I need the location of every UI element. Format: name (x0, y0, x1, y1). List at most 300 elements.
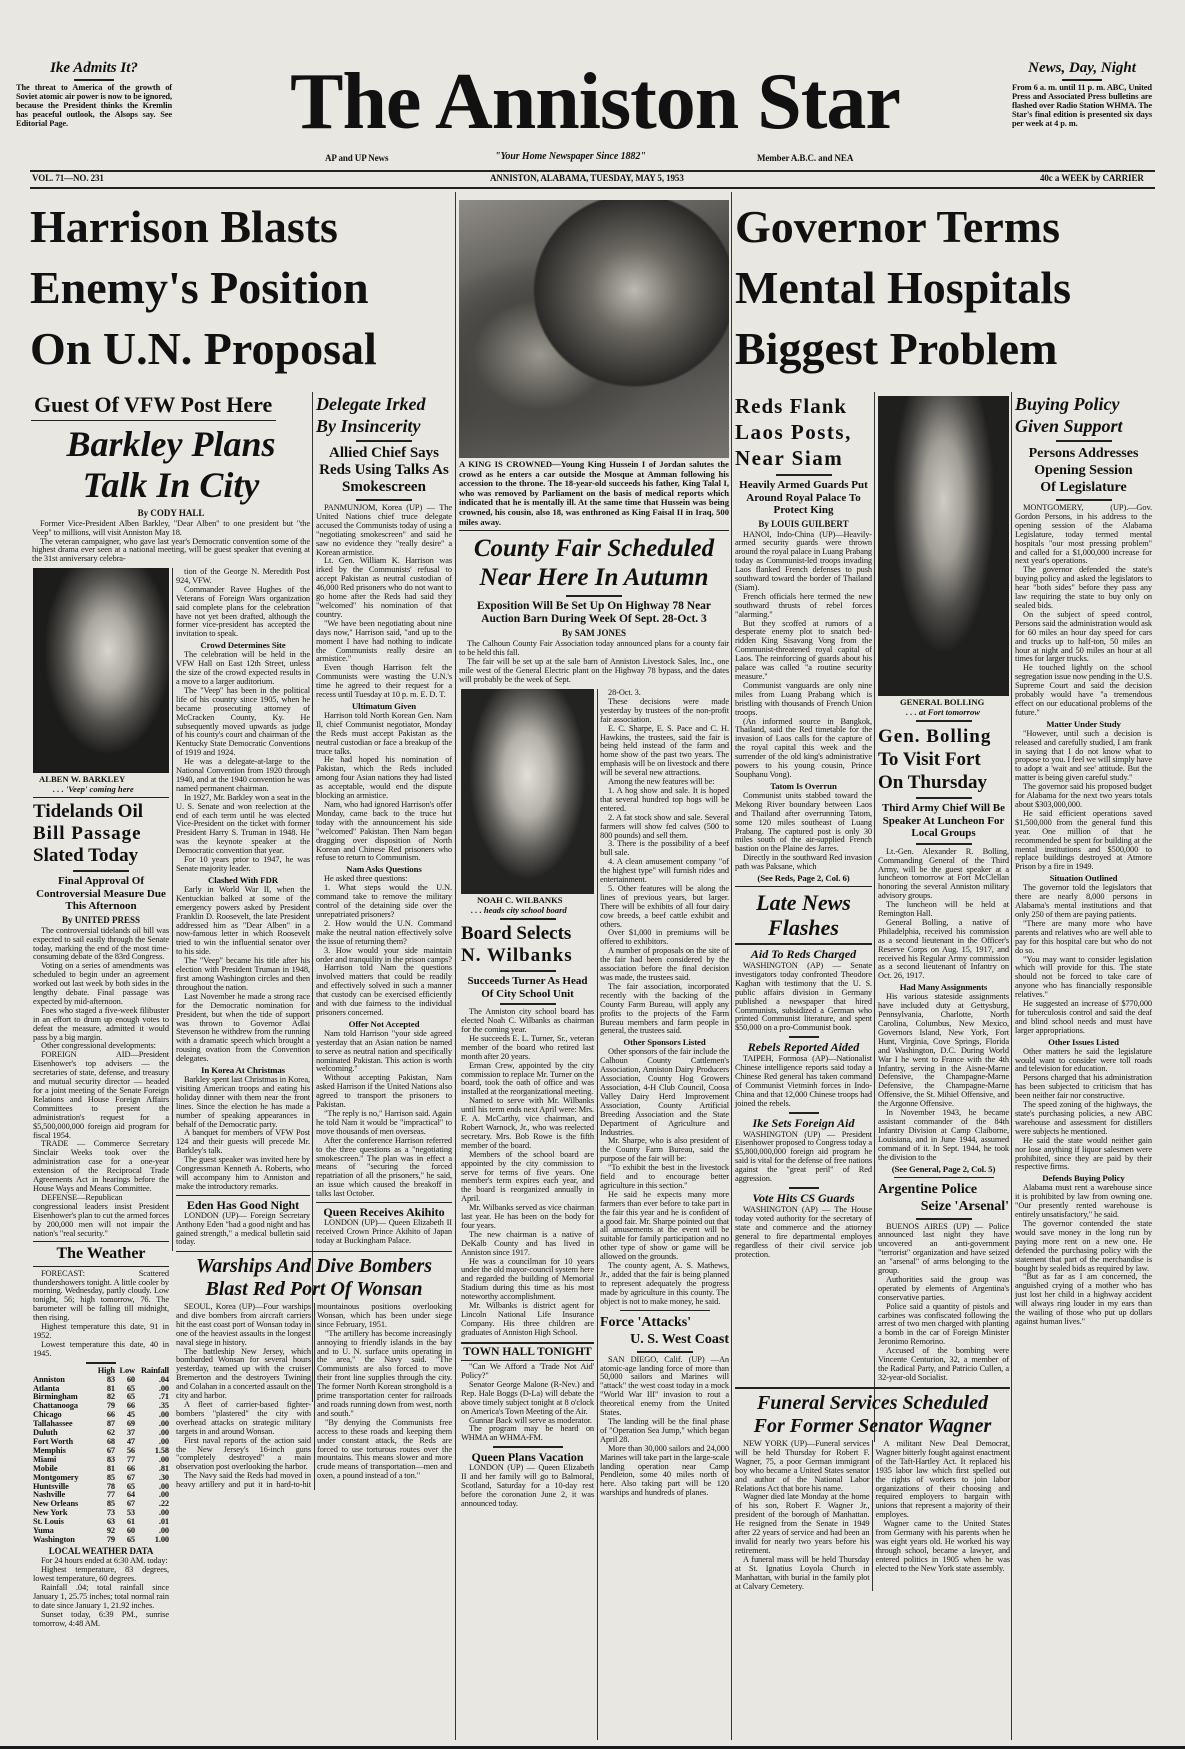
weather-table (33, 1367, 169, 1545)
low: 65 (126, 1383, 135, 1393)
paragraph: After the conference Harrison referred to the three questions as a "negotiating smokescreen." The plan was in effect a means of "securing the forced repatriation of all the prisoners," he said, an issue which caused the breakoff in talks last October. (316, 1135, 452, 1199)
paragraph: He was a councilman for 10 years under the old mayor-council system here and regarded the building of Memorial Stadium during this time as his most noteworthy accomplishment. (461, 1256, 594, 1302)
town-hall-body (461, 1363, 594, 1443)
caption-name: NOAH C. WILBANKS (477, 895, 563, 905)
buying-policy-body (1015, 504, 1152, 1327)
paragraph: For 10 years prior to 1947, he was Senate majority leader. (176, 855, 310, 873)
high: 83 (106, 1454, 115, 1464)
paragraph: 1. What steps would the U.N. command take to remove the military control of the detaining side over the unrepatriated prisoners? (316, 883, 452, 919)
rainfall: .00 (158, 1436, 169, 1446)
force-attacks-body (600, 1356, 729, 1499)
paragraph: Mr. Wilbanks is district agent for Lincoln National Life Insurance Company. His three children are graduates of Anniston High School. (461, 1301, 594, 1337)
paragraph: The celebration will be held in the VFW Hall on East 12th Street, unless the size of the crowd expected results in a move to a larger auditorium. (176, 650, 310, 686)
paragraph: Accused of the bombing were Vincente Centurion, 32, a member of the Radical Party, and Patricio Cullen, a 32-year-old Socialist. (878, 1346, 1009, 1382)
high: 68 (106, 1436, 115, 1446)
kicker-buying-policy (1015, 393, 1152, 437)
paragraph: WASHINGTON (AP) — Senate investigators today confronted Theodore Kaghan with testimony that the U. S. public affairs division in Germany published a newspaper that hired Communists, subsidized a German who printed Communist literature, and spent $50,000 on a pro-Communist book. (735, 960, 872, 1033)
byline-county-fair: By SAM JONES (561, 628, 626, 639)
local-weather-data (33, 1557, 169, 1628)
paragraph: E. C. Sharpe, E. S. Pace and C. H. Hawkins, the trustees, said the fair is being held instead of the farm and home show of the past two years. The emphasis will be on livestock and there will be several new attractions. (600, 723, 729, 778)
headline-line: Barkley Plans (66, 423, 276, 464)
paragraph: The Navy said the Reds had moved in heavy artillery and put it in hard-to-hit mountainous positions overlooking Wonsan, which has been under siege since February, 1951. (176, 1302, 452, 1490)
paragraph: Members of the school board are appointed by the city commission to serve for terms of five years. One member's term expires each year, and the board is reorganized annually in April. (461, 1149, 594, 1204)
right-ear-title: News, Day, Night (1028, 60, 1136, 76)
right-ear (1012, 60, 1152, 129)
county-fair-body (600, 689, 729, 1307)
low: 64 (126, 1490, 135, 1500)
paragraph: A militant New Deal Democrat, Wagner bitterly fought against enactment of the Taft-Hartley Act. It replaced his 1935 labor law which first spelled out the rights of workers to join labor organizations of their choosing and required employers to bargain with unions that represent a majority of their employes. (875, 1439, 1010, 1520)
paragraph: The veteran campaigner, who gave last year's Democratic convention some of the highest drama ever seen at a national meeting, will be guest speaker that evening at the 31st anniversary celebra- (32, 536, 310, 564)
rainfall: .22 (158, 1499, 169, 1509)
high: 87 (106, 1419, 115, 1429)
paragraph: French officials here termed the new southward thrusts of rebel forces "alarming." (735, 591, 872, 619)
late-news-headline: Rebels Reported Aided (747, 1040, 860, 1055)
kicker-delegate (316, 393, 452, 437)
paragraph: Harrison told North Korean Gen. Nam Il, chief Communist negotiator, Monday the Reds must accept Pakistan as the neutral custodian or face a breakup of the truce talks. (316, 710, 452, 756)
headline-force-attacks (600, 1314, 729, 1348)
paragraph: "However, until such a decision is released and carefully studied, I am frank in saying that I do not know what to propose to you. I feel we will simply have to adopt a 'wait and see' attitude. But the matter is being given careful study." (1015, 728, 1152, 783)
low: 61 (126, 1517, 135, 1527)
subhead: In Korea At Christmas (201, 1065, 285, 1076)
headline-queen-vacation: Queen Plans Vacation (471, 1450, 584, 1465)
headline-queen-receives: Queen Receives Akihito (323, 1205, 445, 1220)
left-ear (16, 60, 172, 129)
county-fair-lead (459, 640, 729, 685)
warships-body (176, 1303, 452, 1490)
subhead: Defends Buying Policy (1042, 1173, 1125, 1184)
late-news-item (735, 1187, 872, 1259)
subhead: Had Many Assignments (899, 982, 988, 993)
left-ear-text: The threat to America of the growth of Soviet atomic air power is now to be ignored, because the President thinks the Kremlin has peaceful outlook, the Alsops say. See Editorial Page. (16, 83, 172, 128)
paragraph: Alabama must rent a warehouse since it is prohibited by law from owning one. "Our presently rented warehouse is entirely unsatisfactory," he said. (1015, 1183, 1152, 1220)
headline-line: U. S. West Coast (630, 1331, 729, 1347)
high: 82 (106, 1392, 115, 1402)
paragraph: Early in World War II, when the Kentuckian balked at some of the emergency powers asked by President Franklin D. Roosevelt, the late President addressed him as "Dear Alben" in a now-famous letter in which Roosevelt tried to win the influential senator over to his side. (176, 884, 310, 957)
rainfall: .30 (158, 1472, 169, 1482)
right-ear-text: From 6 a. m. until 11 p. m. ABC, United Press and Associated Press bulletins are flashed over Radio Station WHMA. The Star's final edition is presented six days per week at 4 p. m. (1012, 83, 1152, 128)
headline-bolling (878, 725, 1009, 794)
paragraph: FOREIGN AID—President Eisenhower's top advisers — the secretaries of state, defense, and treasury and mutual security director — headed for a joint meeting of the Senate Foreign Relations and House Foreign Affairs Committees to present the administration's request for a $5,500,000,000 foreign aid program for fiscal 1954. (33, 1050, 169, 1140)
eden-body (176, 1212, 310, 1248)
paragraph: He suggested an increase of $770,000 for tuberculosis control and said the deaf and blind school needs and must have larger appropriations. (1015, 999, 1152, 1035)
headline-line: Biggest Problem (735, 323, 1058, 374)
rainfall: .00 (158, 1454, 169, 1464)
paragraph: He touched lightly on the school segregation issue now pending in the U.S. Supreme Court and said the decision probably would have "a tremendous effect on our educational problems of the future." (1015, 663, 1152, 717)
paragraph: "By denying the Communists free access to these roads and keeping them under constant attack, the Reds are forced to use torturous routes over the mountains. This means slower and more crude means of transportation—men and oxen, a pound instead of a ton." (317, 1417, 452, 1481)
subhead: Tatom Is Overrun (770, 780, 837, 791)
late-news-headline: Aid To Reds Charged (750, 947, 857, 962)
headline-line: Board Selects (461, 923, 572, 945)
rainfall: .35 (158, 1401, 169, 1411)
late-news-item (735, 1112, 872, 1184)
paragraph: WASHINGTON (AP) — The House today voted authority for the secretary of state and commerce and the attorney general to fire departmental employes regardless of their civil service job protection. (735, 1204, 872, 1259)
rainfall: .81 (158, 1463, 169, 1473)
paragraph: "We have been negotiating about nine days now," Harrison said, "and up to the moment I have had nothing to indicate the Communists really desire an armistice." (316, 618, 452, 664)
late-news-body (735, 1206, 872, 1259)
paragraph: Voting on a series of amendments was scheduled to begin under an agreement worked out last week by both sides in the lengthy debate. Final passage was expected by mid-afternoon. (33, 961, 169, 1006)
city: St. Louis (33, 1517, 64, 1527)
photo-general-bolling (878, 396, 1009, 696)
volume-number: VOL. 71—NO. 231 (32, 173, 104, 183)
paragraph: NEW YORK (UP)—Funeral services will be held Thursday for Robert F. Wagner, 75, a poor German immigrant boy who became a United States senator and author of the National Labor Relations Act that bore his name. (735, 1439, 870, 1493)
late-news-body (735, 1131, 872, 1184)
barkley-story-top (31, 393, 311, 564)
paragraph: Directly in the southward Red invasion path was Paksane, which (735, 853, 872, 872)
paragraph: Persons charged that his administration has been subjected to criticism that has been neither fair nor constructive. (1015, 1073, 1152, 1101)
headline-line: To Visit Fort (878, 749, 981, 771)
masthead-title: The Anniston Star (290, 58, 900, 146)
headline-line: Funeral Services Scheduled (756, 1392, 989, 1414)
dateline: ANNISTON, ALABAMA, TUESDAY, MAY 5, 1953 (490, 173, 684, 183)
paragraph: Lt. Gen. William K. Harrison was irked by the Communists' refusal to accept Pakistan as neutral custodian of 46,000 Red prisoners who do not want to go home after the Reds had said they "welcomed" his nomination of that country. (316, 556, 452, 619)
late-news-headline: Vote Hits CS Guards (752, 1191, 855, 1206)
paragraph: Police said a quantity of pistols and carbines was confiscated following the arrest of two men charged with planting a bomb in the car of Foreign Minister Jeronimo Remorino. (878, 1301, 1009, 1347)
headline-line: Enemy's Position (30, 262, 369, 313)
city: Birmingham (33, 1392, 78, 1402)
paragraph: "The reply is no," Harrison said. Again he told Nam it would be "impractical" to move thousands of men overseas. (316, 1109, 452, 1136)
paragraph: Barkley spent last Christmas in Korea, visiting American troops and eating his holiday dinner with them near the front lines. Since the election he has made a number of speaking appearances in behalf of the Democratic party. (176, 1075, 310, 1129)
barkley-body (176, 568, 310, 1192)
late-news-item (735, 948, 872, 1033)
paragraph: WASHINGTON (UP) — President Eisenhower proposed to Congress today a $5,800,000,000 foreign aid program he said is vital for the defense of free nations against the "great peril" of Red aggression. (735, 1129, 872, 1184)
paragraph: The governor said his proposed budget for Alabama for the next two years totals about $303,000,000. (1015, 782, 1152, 809)
rainfall: .00 (158, 1410, 169, 1420)
headline-line: On Thursday (878, 772, 987, 794)
rainfall: .01 (158, 1517, 169, 1527)
headline-barkley (31, 424, 311, 506)
city: New York (33, 1508, 68, 1518)
low: 65 (126, 1481, 135, 1491)
rainfall: .71 (158, 1392, 169, 1402)
subhead: Clashed With FDR (208, 874, 278, 885)
high: 79 (106, 1401, 115, 1411)
paragraph: Wagner died late Monday at the home of his son, Robert F. Wagner Jr., president of the borough of Manhattan. He resigned from the Senate in 1949 after 22 years of service and had been an invalid for nearly two years before his retirement. (735, 1492, 870, 1555)
low: 67 (126, 1499, 135, 1509)
high: 77 (106, 1490, 115, 1500)
paragraph: The governor told the legislators that there are nearly 8,000 persons in Alabama's mental institutions and that only 250 of them are paying patients. (1015, 883, 1152, 919)
high: 92 (106, 1526, 115, 1536)
rainfall: 1.58 (154, 1445, 169, 1455)
banner-headline-harrison (30, 196, 455, 379)
paragraph: Over $1,000 in premiums will be offered to exhibitors. (600, 928, 729, 947)
paragraph: More than 30,000 sailors and 24,000 Marines will take part in the large-scale landing operation near Camp Pendleton, some 40 miles north of here. Also taking part will be 120 warships and hundreds of planes. (600, 1443, 729, 1498)
column-2 (176, 568, 310, 1247)
column-4 (461, 689, 594, 1509)
paragraph: LONDON (UP) — Queen Elizabeth II and her family will go to Balmoral, Scotland, Saturday for a 10-day rest before the coronation June 2, it was announced today. (461, 1463, 594, 1508)
funeral-body (735, 1440, 1010, 1591)
city: New Orleans (33, 1499, 79, 1509)
city: Yuma (33, 1526, 54, 1536)
paragraph: The battleship New Jersey, which bombarded Wonsan for several hours yesterday, teamed up with the cruiser Bremerton and the destroyers Twining and Colahan in a concerted assault on the city and harbor. (176, 1346, 311, 1401)
paragraph: Wagner came to the United States from Germany with his parents when he was eight years old. He worked his way through school, became a lawyer, and entered politics in 1905 when he was elected to the New York state assembly. (875, 1519, 1010, 1573)
headline-line: Mental Hospitals (735, 262, 1072, 313)
paragraph: 2. A fat stock show and sale. Several farmers will show fed calves (500 to 800 pounds) and sell them. (600, 812, 729, 840)
headline-line: County Fair Scheduled (473, 535, 715, 563)
paragraph: "But as far as I am concerned, the anguished crying of a mother who has just lost her child in a highway accident will always ring louder in my ears than the wailing of those who put up dollars against human lives." (1015, 1272, 1152, 1326)
paragraph: PANMUNJOM, Korea (UP) — The United Nations chief truce delegate accused the Communists today of using a "negotiating smokescreen" and said he saw no evidence they "really desire" a Korean armistice. (316, 503, 452, 557)
low: 37 (126, 1428, 135, 1438)
paragraph: In November 1943, he became assistant commander of the 84th Infantry Division at Camp Claiborne, Louisiana, and in June 1944, assumed command of it. In Sept. 1944, he took the division to the (878, 1108, 1009, 1162)
paragraph: The "Veep" became his title after his election with President Truman in 1948, first among Washington circles and then throughout the nation. (176, 956, 310, 992)
high: 78 (106, 1481, 115, 1491)
headline-eden: Eden Has Good Night (186, 1197, 300, 1212)
city: Chattanooga (33, 1401, 78, 1411)
subhead: Offer Not Accepted (348, 1018, 420, 1029)
high: 85 (106, 1472, 115, 1482)
headline-line: Warships And Dive Bombers (195, 1255, 433, 1277)
paragraph: Gunnar Back will serve as moderator. (469, 1415, 592, 1425)
paragraph: SEOUL, Korea (UP)—Four warships and dive bombers from aircraft carriers hit the east coast port of Wonsan today in one of the heaviest assaults in the longest naval siege in history. (176, 1302, 311, 1347)
high: 73 (106, 1508, 115, 1518)
low: 56 (126, 1445, 135, 1455)
paragraph: He asked three questions: (324, 874, 408, 884)
paragraph: Erman Crew, appointed by the city commission to replace Mr. Turner on the board, took the oath of office and was installed at the reorganizational meeting. (461, 1060, 594, 1097)
headline-line: Harrison Blasts (30, 201, 338, 252)
paragraph: BUENOS AIRES (UP) — Police announced last night they have uncovered an anti-government "terrorist" organization and have seized an "arsenal" of arms belonging to the group. (878, 1221, 1009, 1276)
high: 85 (106, 1499, 115, 1509)
headline-line: Bill Passage (33, 823, 142, 845)
paragraph: Other congressional developments: (41, 1041, 156, 1051)
headline-line: Persons Addresses (1028, 446, 1139, 461)
low: 65 (126, 1392, 135, 1402)
paragraph: LONDON (UP)— Foreign Secretary Anthony Eden "had a good night and has gained strength," a medical bulletin said today. (176, 1210, 310, 1247)
delegate-body (316, 504, 452, 1199)
headline-line: Seize 'Arsenal' (920, 1198, 1009, 1214)
headline-line: Slated Today (33, 845, 139, 867)
paragraph: SAN DIEGO, Calif. (UP) —An atomic-age landing force of more than 50,000 sailors and Marines will "attack" the west coast today in a mock "World War III" invasion to rout a theoretical enemy from the United States. (600, 1354, 729, 1418)
high: 67 (106, 1445, 115, 1455)
paragraph: Sunset today, 6:39 PM., sunrise tomorrow, 4:48 AM. (33, 1609, 169, 1628)
paragraph: He said efficient operations saved $1,500,000 from the general fund this year. One million of that he recommended be spent for building at the mental institutions and $500,000 to replace buildings destroyed at Atmore Prison by a fire in 1949. (1015, 808, 1152, 872)
caption-name: ALBEN W. BARKLEY (39, 774, 126, 784)
argentine-body (878, 1223, 1009, 1383)
subhead: (See General, Page 2, Col. 5) (891, 1163, 996, 1174)
paragraph: "To exhibit the best in the livestock field and to encourage better agriculture in this section." (600, 1163, 729, 1190)
city: Tallahassee (33, 1419, 73, 1429)
high: 79 (106, 1534, 115, 1544)
paragraph: Former Vice-President Alben Barkley, "Dear Alben" to one president but "the Veep" to millions, will visit Anniston May 18. (32, 518, 310, 537)
high: 81 (106, 1463, 115, 1473)
paragraph: The controversial tidelands oil bill was expected to sail easily through the Senate today, marking the end of the most time-consuming debate of the 83rd Congress. (33, 925, 169, 962)
town-hall-box (461, 1342, 594, 1444)
price: 40c a WEEK by CARRIER (1040, 173, 1144, 183)
low: 69 (126, 1419, 135, 1429)
headline-wilbanks (461, 923, 594, 967)
deck-wilbanks: Succeeds Turner As Head Of City School Unit (467, 975, 588, 1000)
paragraph: Lowest temperature this date, 40 in 1945. (33, 1339, 169, 1358)
paragraph: "You may want to consider legislation which will provide for this. The state should not be forced to take care of anyone who has financially responsible relatives." (1015, 954, 1152, 1000)
paragraph: First naval reports of the action said the New Jersey's 16-inch guns "completely destroyed" a main observation post overlooking the harbor. (176, 1435, 311, 1472)
rainfall: .00 (158, 1383, 169, 1393)
paragraph: TAIPEH, Formosa (AP)—Nationalist Chinese intelligence reports said today a Chinese Red general has taken command of Communist Vietminh forces in Indo-China and that 12,000 Chinese troops had joined the rebels. (735, 1054, 872, 1108)
headline-line: Opening Session (1034, 463, 1133, 478)
local-weather-title: LOCAL WEATHER DATA (48, 1545, 154, 1556)
paragraph: The program may be heard on WHMA an WHMA-FM. (461, 1424, 594, 1443)
paragraph: Mr. Sharpe, who is also president of the County Farm Bureau, said the purpose of the fair will be: (600, 1136, 729, 1164)
paragraph: Senator George Malone (R-Nev.) and Rep. Hale Boggs (D-La) will debate the above timely subject tonight at 8 o'clock on America's Town Meeting of the Air. (461, 1379, 594, 1416)
low: 60 (126, 1374, 135, 1384)
caption-name: GENERAL BOLLING (900, 697, 985, 707)
paragraph: The new chairman is a native of DeKalb County and has lived in Anniston since 1917. (461, 1229, 594, 1257)
paragraph: In 1927, Mr. Barkley won a seat in the U. S. Senate and won reelection at the end of each term until he was elected Vice-President on the ticket with former President Harry S. Truman in 1948. He was the keynote speaker at the Democratic convention that year. (176, 792, 310, 856)
photo-caption-bolling (878, 698, 1009, 717)
paragraph: MONTGOMERY, (UP).—Gov. Gordon Persons, in his address to the opening session of the Alabama Legislature, today termed mental hospitals "our most pressing problem" and called for a $1,000,000 increase for next year's operations. (1015, 503, 1152, 566)
headline-funeral (735, 1392, 1010, 1438)
photo-wilbanks (461, 689, 594, 894)
headline-line: Blast Red Port Of Wonsan (205, 1278, 423, 1300)
city: Huntsville (33, 1481, 69, 1491)
headline-warships (176, 1255, 452, 1301)
paragraph: 2. How would the U.N. Command make the neutral nation effectively solve the issue of returning them? (316, 918, 452, 946)
headline-persons (1015, 445, 1152, 496)
paragraph: Even though Harrison felt the Communists were wasting the U.N.'s time he agreed to their request for a recess until Tuesday at 10 p. m. E. D. T. (316, 663, 452, 700)
high: 83 (106, 1374, 115, 1384)
paragraph: The Anniston city school board has elected Noah C. Wilbanks as chairman for the coming year. (461, 1007, 594, 1034)
low: 45 (126, 1410, 135, 1420)
paragraph: Highest temperature, 83 degrees, lowest temperature, 60 degrees. (33, 1565, 169, 1584)
paragraph: Foes who staged a five-week filibuster in an effort to drum up enough votes to defeat the measure, admitted it would pass by a big margin. (33, 1005, 169, 1042)
city: Mobile (33, 1463, 58, 1473)
subhead: Other Issues Listed (1048, 1036, 1119, 1047)
low: 47 (126, 1436, 135, 1446)
late-news-item (735, 1036, 872, 1108)
city: Anniston (33, 1374, 65, 1384)
headline-line: Buying Policy (1015, 394, 1120, 414)
headline-line: Tidelands Oil (33, 801, 144, 823)
paragraph: Rainfall .04; total rainfall since January 1, 25.75 inches; total normal rain to date since January 1, 21.92 inches. (33, 1583, 169, 1610)
paragraph: The "Veep" has been in the political life of his country since 1905, when he became prosecuting attorney of McCracken County, Ky. He subsequently moved upwards as judge of his county's court and chairman of the Kentucky State Democratic Conventions of 1919 and 1924. (176, 685, 310, 758)
paragraph: DEFENSE—Republican congressional leaders insist President Eisenhower's plan to cut the armed forces by 200,000 men will not impair the nation's "real security." (33, 1192, 169, 1238)
paragraph: Lt.-Gen. Alexander R. Bolling, Commanding General of the Third Army, will be the guest speaker at a luncheon tomorrow at Fort McClellan honoring the several Anniston military advisory groups. (878, 846, 1009, 901)
rainfall: .00 (158, 1490, 169, 1500)
wilbanks-body (461, 1008, 594, 1338)
column-3 (316, 393, 452, 1246)
paragraph: He said the state would neither gain nor lose anything if liquor salesmen were prohibited, since they are paid by their respective firms. (1015, 1135, 1152, 1172)
headline-line: By Insincerity (316, 416, 421, 436)
subhead: Matter Under Study (1046, 718, 1121, 729)
paragraph: Commander Ravee Hughes of the Veterans of Foreign Wars organization said complete plans for the celebration have not yet been drafted, although the former vice-president has accepted the invitation to speak. (176, 584, 310, 639)
paragraph: His various stateside assignments have included duty at Gettysburg, Pennsylvania, Charlotte, North Carolina, Columbus, New Mexico, Governors Island, New York, Fort Hunt, Virginia, Cove Springs, Florida and Washington, D.C. During World War I he went to France with the 4th Infantry, serving in the Aisne-Marne Defensive, the Champagne-Marne Defensive, the Champagne-Marne Offensive, the St. Mihiel Offensive, and the Argonne Offensive. (878, 992, 1009, 1109)
photo-caption-barkley (33, 775, 169, 794)
late-news-title (735, 890, 872, 940)
low: 66 (126, 1401, 135, 1411)
laos-body (735, 531, 872, 884)
caption-text: . . . 'Veep' coming here (53, 783, 134, 794)
paragraph: Communist vanguards are only nine miles from Luang Prabang which is bristling with thousands of French Union troops. (735, 680, 872, 717)
high: 63 (106, 1517, 115, 1527)
rainfall: .00 (158, 1526, 169, 1536)
paragraph: "The artillery has become increasingly annoying to friendly islands in the bay and to U. N. surface units operating in the area," the Navy said. "The Communists are also forced to move their front line supplies through the city. The former North Korean stronghold is a prime transportation center for railroads and roads running down from west, north and south." (317, 1328, 452, 1418)
paragraph: The luncheon will be held at Remington Hall. (878, 900, 1009, 919)
paragraph: General Bolling, a native of Philadelphia, received his commission as a second lieutenant in the Officer's Reserve Corps on Aug. 15, 1917, and received his Regular Army commission as a second lieutenant of Infantry on Oct. 26, 1917. (878, 917, 1009, 981)
headline-line: Delegate Irked (316, 394, 426, 414)
rainfall: .00 (158, 1419, 169, 1429)
headline-line: N. Wilbanks (461, 945, 573, 967)
paragraph: These decisions were made yesterday by trustees of the non-profit fair association. (600, 696, 729, 724)
headline-line: Late News (756, 890, 851, 916)
tidelands-body (33, 927, 169, 1239)
rainfall: .00 (158, 1481, 169, 1491)
subhead: Nam Asks Questions (346, 864, 422, 875)
paragraph: Among the new features will be: (608, 777, 715, 787)
paragraph: The landing will be the final phase of "Operation Sea Jump," which began April 28. (600, 1416, 729, 1444)
paragraph: But they scoffed at rumors of a desperate enemy plot to snatch bed-ridden King Sisavang Vong from the Communist-threatened royal capital of Laos. The reinforcing of guards about his palace was called "a routine security measure." (735, 618, 872, 681)
caption-text: . . . heads city school board (471, 904, 567, 915)
high: 81 (106, 1383, 115, 1393)
center-top (459, 200, 729, 685)
paragraph: 3. There is the possibility of a beef bull sale. (600, 839, 729, 858)
paragraph: Other sponsors of the fair include the Calhoun County Cattlemen's Association, Anniston Dairy Producers Association, County Hog Growers Association, 4-H Club Council, Coosa Valley Dairy Herd Improvement Association, County Artificial Breeding Association and the State Department of Agriculture and Industries. (600, 1047, 729, 1137)
paragraph: (An informed source in Bangkok, Thailand, said the Red timetable for the invasion of Laos calls for the capture of the royal capital this week and the surrender of the old king's administrative powers to his young cousin, Prince Souphanu Vong). (735, 716, 872, 779)
city: Atlanta (33, 1383, 60, 1393)
paragraph: A fleet of carrier-based fighter-bombers "plastered" the city with overhead attacks on strategic military targets in and around Wonsan. (176, 1399, 311, 1436)
headline-line: Near Siam (735, 446, 844, 470)
column-8 (1015, 393, 1152, 1327)
city: Duluth (33, 1428, 58, 1438)
headline-line: Talk In City (82, 464, 260, 505)
paragraph: The fair will be set up at the sale barn of Anniston Livestock Sales, Inc., one mile west of the General Electric plant on the Highway 78 bypass, and the dates will probably be the week of Sept. (459, 656, 729, 684)
photo-barkley (33, 568, 169, 773)
city: Fort Worth (33, 1436, 74, 1446)
paragraph: Without accepting Pakistan, Nam asked Harrison if the United Nations also agreed to transport the prisoners to Pakistan. (316, 1073, 452, 1110)
low: 65 (126, 1534, 135, 1544)
paragraph: Highest temperature this date, 91 in 1952. (33, 1322, 169, 1341)
rainfall: 1.00 (154, 1534, 169, 1544)
paragraph: The governor defended the state's buying policy and asked the legislators to hear "both sides" before they pass any law requiring the state to buy only on sealed bids. (1015, 565, 1152, 610)
rainfall: .00 (158, 1428, 169, 1438)
paragraph: A funeral mass will be held Thursday at St. Ignatius Loyola Church in Manhattan, with burial in the family plot at Calvary Cemetery. (735, 1554, 870, 1591)
city: Memphis (33, 1445, 66, 1455)
deck-bolling: Third Army Chief Will Be Speaker At Luncheon For Local Groups (881, 802, 1006, 840)
headline-argentine (878, 1181, 1009, 1215)
high: 62 (106, 1428, 115, 1438)
low: 60 (126, 1526, 135, 1536)
paragraph: LONDON (UP)— Queen Elizabeth II received Crown Prince Akihito of Japan today at Buckingham Palace. (316, 1218, 452, 1245)
headline-line: On U.N. Proposal (30, 323, 377, 374)
left-ear-title: Ike Admits It? (50, 60, 138, 76)
paragraph: The Calhoun County Fair Association today announced plans for a county fair to be held this fall. (459, 639, 729, 658)
kicker-vfw: Guest Of VFW Post Here (34, 392, 273, 417)
rainfall: .00 (158, 1508, 169, 1518)
byline-tidelands: By UNITED PRESS (61, 914, 141, 925)
headline-line: Force 'Attacks' (600, 1314, 692, 1330)
paragraph: For 24 hours ended at 6:30 AM. today: (41, 1556, 168, 1566)
paragraph: Named to serve with Mr. Wilbanks until his term ends next April were: Mrs. F. A. McCarthy, vice chairman, and Robert Warnock, Jr., who was reelected secretary. Mrs. Bob Rowe is the fifth member of the board. (461, 1096, 594, 1150)
column-1 (33, 568, 169, 1629)
low: 66 (126, 1463, 135, 1473)
headline-line: Reds Flank (735, 394, 848, 418)
paragraph: 4. A clean amusement company "of the highest type" will furnish rides and entertainment. (600, 857, 729, 885)
weather-box (33, 1270, 169, 1629)
paragraph: He succeeds E. L. Turner, Sr., veteran member of the board who retired last month after 20 years. (461, 1033, 594, 1061)
headline-line: Governor Terms (735, 201, 1060, 252)
late-news-headline: Ike Sets Foreign Aid (752, 1115, 855, 1130)
headline-laos (735, 393, 872, 471)
caption-text: . . . at Fort tomorrow (906, 706, 981, 717)
paragraph: Other matters he said the legislature would want to consider were toll roads and television for education. (1015, 1046, 1152, 1074)
city: Miami (33, 1454, 57, 1464)
paragraph: He was a delegate-at-large to the National Convention from 1920 through 1940, and at the 1940 convention he was named permanent chairman. (176, 757, 310, 793)
paragraph: He said he expects many more farmers than ever before to take part in the fair this year and he is confident of a good fair. Mr. Sharpe pointed out that all amusements at the event will be suitable for family participation and no other type of show or game will be allowed on the grounds. (600, 1189, 729, 1262)
paragraph: 3. How would your side maintain order and tranquility in the prison camps? (316, 945, 452, 964)
headline-line: For Former Senator Wagner (753, 1415, 992, 1437)
column-7 (878, 396, 1009, 1383)
paragraph: The governor contended the state would save money in the long run by paying more rent on a new one. He defended the purchasing policy with the statement that part of the merchandise is bought by sealed bids as required by law. (1015, 1218, 1152, 1273)
city: Nashville (33, 1490, 66, 1500)
high: 66 (106, 1410, 115, 1420)
headline-line: Of Legislature (1040, 480, 1127, 495)
column-5 (600, 689, 729, 1498)
